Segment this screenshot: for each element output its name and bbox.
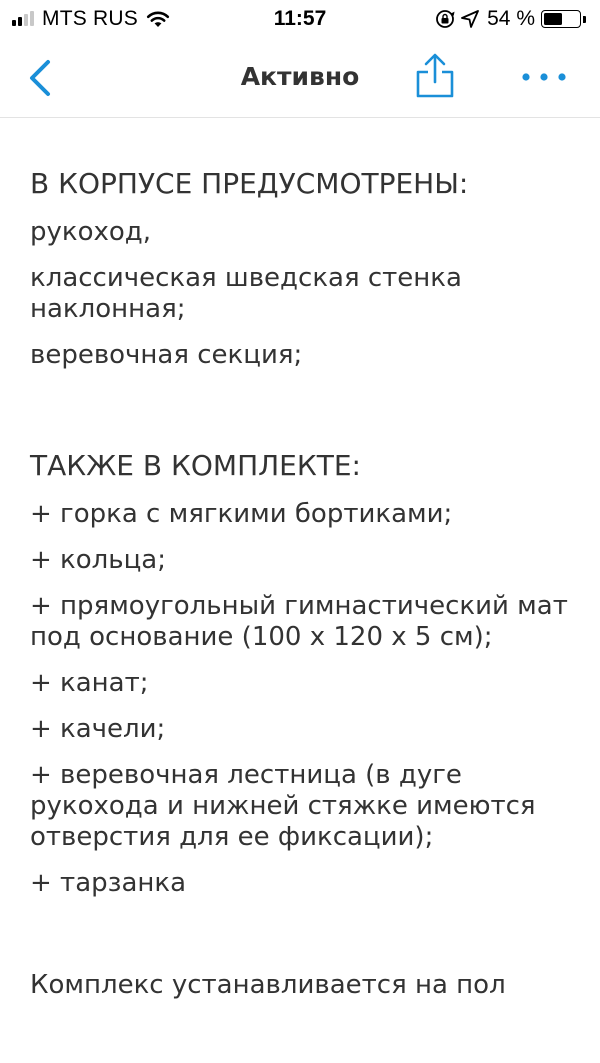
battery-nub xyxy=(583,16,586,23)
status-bar xyxy=(0,0,600,38)
carrier-name: MTS RUS xyxy=(42,7,138,30)
more-dots-icon[interactable] xyxy=(516,62,572,92)
list-item: веревочная секция; xyxy=(30,340,303,370)
article-content xyxy=(30,160,575,1016)
section-gap xyxy=(30,914,575,970)
section-heading: ТАКЖЕ В КОМПЛЕКТЕ: xyxy=(30,449,361,482)
status-right xyxy=(435,6,586,32)
section-heading: В КОРПУСЕ ПРЕДУСМОТРЕНЫ: xyxy=(30,167,469,200)
list-item: классическая шведская стенка наклонная; xyxy=(30,263,462,324)
list-item: + канат; xyxy=(30,668,149,698)
battery-icon xyxy=(541,10,581,28)
status-time: 11:57 xyxy=(273,7,327,30)
list-item: + прямоугольный гимнастический мат под основание (100 х 120 х 5 см); xyxy=(30,591,568,652)
list-item: + кольца; xyxy=(30,545,166,575)
section-gap xyxy=(30,386,575,442)
orientation-lock-icon xyxy=(435,9,455,29)
list-item: рукоход, xyxy=(30,217,152,247)
nav-bar xyxy=(0,38,600,118)
battery-percent: 54 % xyxy=(487,7,535,30)
battery-fill xyxy=(544,13,562,25)
list-item: + качели; xyxy=(30,714,166,744)
trailing-paragraph: Комплекс устанавливается на пол xyxy=(30,970,506,1000)
share-icon[interactable] xyxy=(410,52,460,102)
list-item: + веревочная лестница (в дуге рукохода и нижней стяжке имеются отверстия для ее фиксации); xyxy=(30,760,536,852)
list-item: + горка с мягкими бортиками; xyxy=(30,499,453,529)
location-arrow-icon xyxy=(461,10,479,28)
page-title: Активно xyxy=(240,62,360,91)
list-item: + тарзанка xyxy=(30,868,187,898)
